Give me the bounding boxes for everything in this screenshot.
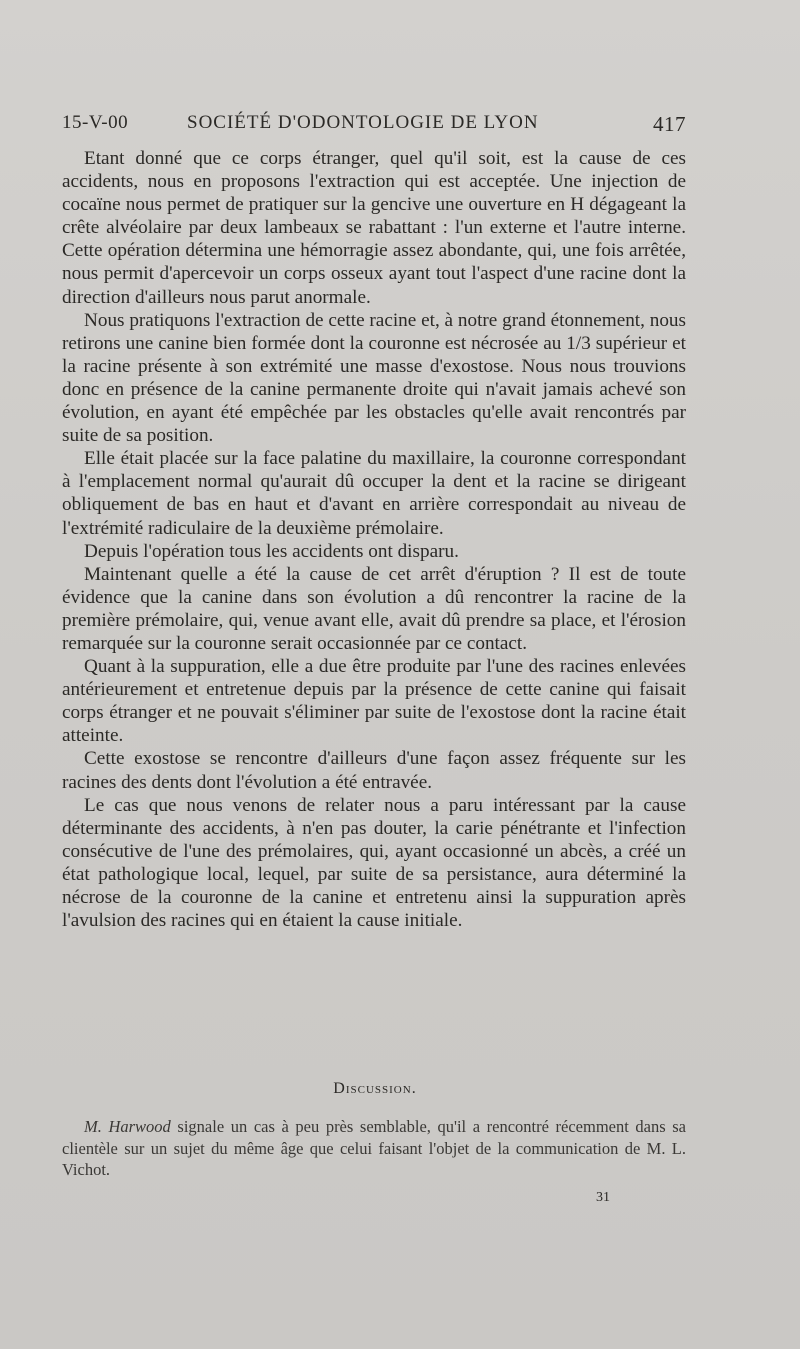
discussion-paragraph — [62, 1116, 686, 1181]
paragraph: Depuis l'opération tous les accidents ont disparu. — [84, 540, 459, 562]
paragraph: Le cas que nous venons de relater nous a paru intéressant par la cause déterminante des accidents, à n'en pas douter, la carie pénétrante et l'infection consécutive de l'une des prémolaires, qui, ayant occasionné un abcès, a créé un état pathologique local, lequel, par suite de sa persistance, aura déterminé la nécrose de la couronne de la canine et entretenu ainsi la suppuration après l'avulsion des racines qui en étaient la cause initiale. — [62, 794, 686, 932]
running-header — [62, 112, 686, 142]
speaker-name: M. Harwood — [84, 1117, 171, 1136]
signature-mark: 31 — [596, 1190, 610, 1205]
paragraph: Nous pratiquons l'extraction de cette racine et, à notre grand étonnement, nous retirons une canine bien formée dont la couronne est nécrosée au 1/3 supérieur et la racine présente à son extrémité une masse d'exostose. Nous nous trouvions donc en présence de la canine permanente droite qui n'avait jamais achevé son évolution, en ayant été empêchée par les obstacles qu'elle avait rencontrés par suite de sa position. — [62, 309, 686, 447]
section-title: Discussion. — [333, 1080, 417, 1097]
paragraph: Maintenant quelle a été la cause de cet arrêt d'éruption ? Il est de toute évidence que la canine dans son évolution a dû rencontrer la racine de la première prémolaire, qui, venue avant elle, avait dû prendre sa place, et l'érosion remarquée sur la couronne serait occasionnée par ce contact. — [62, 563, 686, 654]
header-date: 15-V-00 — [62, 112, 129, 133]
paragraph: Elle était placée sur la face palatine du maxillaire, la couronne correspondant à l'emplacement normal qu'aurait dû occuper la dent et la racine se dirigeant obliquement de bas en haut et d'avant en arrière correspondait au niveau de l'extrémité radiculaire de la deuxième prémolaire. — [62, 448, 686, 539]
body-text — [62, 147, 686, 932]
header-running-title: SOCIÉTÉ D'ODONTOLOGIE DE LYON — [187, 112, 539, 133]
paragraph: Cette exostose se rencontre d'ailleurs d'une façon assez fréquente sur les racines des dents dont l'évolution a été entravée. — [62, 748, 686, 793]
paragraph: Etant donné que ce corps étranger, quel qu'il soit, est la cause de ces accidents, nous en proposons l'extraction qui est acceptée. Une injection de cocaïne nous permet de pratiquer sur la gencive une ouverture en H dégageant la crête alvéolaire par deux lambeaux se rabattant : l'un externe et l'autre interne. Cette opération détermina une hémorragie assez abondante, qui, une fois arrêtée, nous permit d'apercevoir un corps osseux ayant tout l'aspect d'une racine dont la direction d'ailleurs nous parut anormale. — [62, 148, 686, 308]
paragraph: Quant à la suppuration, elle a due être produite par l'une des racines enlevées antérieurement et entretenue depuis par la présence de cette canine qui faisait corps étranger et ne pouvait s'éliminer par suite de l'exostose dont la racine était atteinte. — [62, 656, 686, 747]
discussion-body: signale un cas à peu près semblable, qu'il a rencontré récemment dans sa clientèle sur un sujet du même âge que celui faisant l'objet de la communication de M. L. Vichot. — [62, 1117, 687, 1179]
page-number: 417 — [653, 112, 686, 136]
discussion-text — [62, 1116, 686, 1181]
